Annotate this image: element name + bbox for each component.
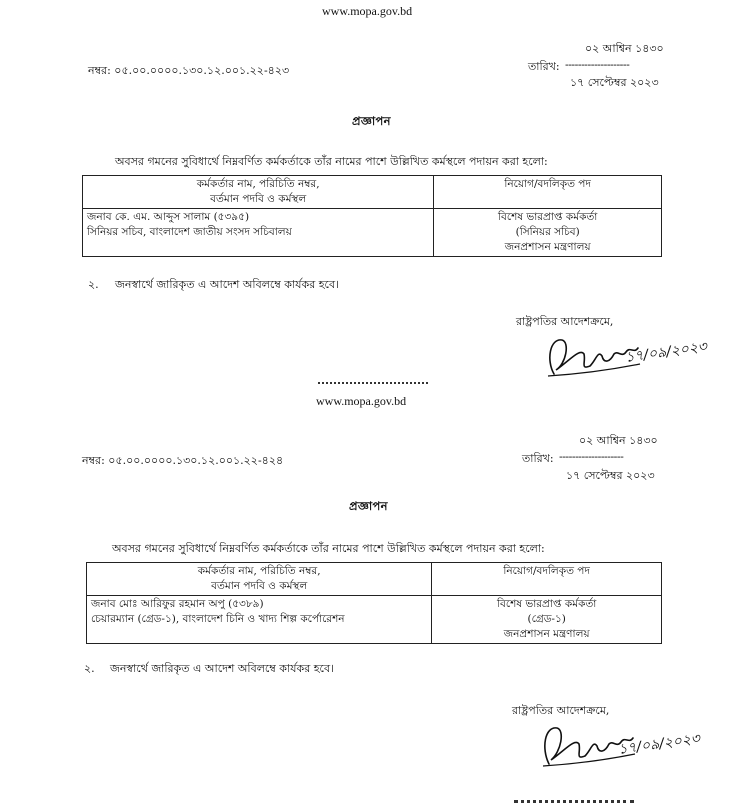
document-title: প্রজ্ঞাপন xyxy=(352,114,391,128)
table-header-row xyxy=(83,176,662,209)
intro-text: অবসর গমনের সুবিধার্থে নিম্নবর্ণিত কর্মকর্তাকে তাঁর নামের পাশে উল্লিখিত কর্মস্থলে পদায়ন করা হলো: xyxy=(115,155,548,168)
posting-cell xyxy=(432,596,662,644)
officer-position: চেয়ারম্যান (গ্রেড-১), বাংলাদেশ চিনি ও খাদ্য শিল্প কর্পোরেশন xyxy=(91,613,345,625)
officer-cell xyxy=(87,596,432,644)
date-placeholder: -------------------- xyxy=(565,58,630,71)
table-row xyxy=(87,596,662,644)
paragraph-number: ২. xyxy=(84,662,95,675)
paragraph-text: জনস্বার্থে জারিকৃত এ আদেশ অবিলম্বে কার্যকর হবে। xyxy=(115,278,340,291)
table-header-row xyxy=(87,563,662,596)
header-officer-cell xyxy=(87,563,432,596)
assignment-table xyxy=(86,562,662,644)
officer-name: জনাব কে. এম. আব্দুস সালাম (৫৩৯৫) xyxy=(87,211,250,223)
signature-2 xyxy=(535,718,710,774)
order-line: রাষ্ট্রপতির আদেশক্রমে, xyxy=(516,315,614,328)
date-label: তারিখ: xyxy=(522,452,554,465)
header-posting: নিয়োগ/বদলিকৃত পদ xyxy=(503,565,590,577)
posting-cell xyxy=(434,209,662,257)
posting-grade: (সিনিয়র সচিব) xyxy=(515,226,580,238)
posting-title: বিশেষ ভারপ্রাপ্ত কর্মকর্তা xyxy=(498,211,598,223)
date-gregorian: ১৭ সেপ্টেম্বর ২০২৩ xyxy=(570,76,659,89)
posting-ministry: জনপ্রশাসন মন্ত্রণালয় xyxy=(504,241,591,253)
officer-position: সিনিয়র সচিব, বাংলাদেশ জাতীয় সংসদ সচিবালয় xyxy=(87,226,292,238)
website-url[interactable]: www.mopa.gov.bd xyxy=(322,4,413,18)
officer-cell xyxy=(83,209,434,257)
memo-number: নম্বর: ০৫.০০.০০০০.১৩০.১২.০০১.২২-৪২৩ xyxy=(88,64,290,77)
header-posting: নিয়োগ/বদলিকৃত পদ xyxy=(504,178,591,190)
header-posting-cell xyxy=(432,563,662,596)
paragraph-number: ২. xyxy=(88,278,99,291)
header-officer-line2: বর্তমান পদবি ও কর্মস্থল xyxy=(211,580,308,592)
memo-number: নম্বর: ০৫.০০.০০০০.১৩০.১২.০০১.২২-৪২৪ xyxy=(82,454,284,467)
cropped-name-remnant xyxy=(514,798,634,804)
header-officer-line1: কর্মকর্তার নাম, পরিচিতি নম্বর, xyxy=(196,178,320,190)
date-bangla: ০২ আশ্বিন ১৪৩০ xyxy=(585,42,664,55)
assignment-table xyxy=(82,175,662,257)
website-url[interactable]: www.mopa.gov.bd xyxy=(316,394,407,408)
order-line: রাষ্ট্রপতির আদেশক্রমে, xyxy=(512,704,610,717)
signature-date: ১৭/০৯/২০২৩ xyxy=(624,338,708,366)
header-officer-line1: কর্মকর্তার নাম, পরিচিতি নম্বর, xyxy=(197,565,321,577)
intro-text: অবসর গমনের সুবিধার্থে নিম্নবর্ণিত কর্মকর্তাকে তাঁর নামের পাশে উল্লিখিত কর্মস্থলে পদায়ন করা হলো: xyxy=(112,542,545,555)
cropped-text-remnant xyxy=(318,382,428,386)
officer-name: জনাব মোঃ আরিফুর রহমান অপু (৫৩৮৯) xyxy=(91,598,264,610)
posting-ministry: জনপ্রশাসন মন্ত্রণালয় xyxy=(503,628,590,640)
paragraph-text: জনস্বার্থে জারিকৃত এ আদেশ অবিলম্বে কার্যকর হবে। xyxy=(110,662,335,675)
header-posting-cell xyxy=(434,176,662,209)
signature-date: ১৭/০৯/২০২৩ xyxy=(617,730,701,758)
posting-title: বিশেষ ভারপ্রাপ্ত কর্মকর্তা xyxy=(497,598,597,610)
date-label: তারিখ: xyxy=(528,60,560,73)
posting-grade: (গ্রেড-১) xyxy=(527,613,566,625)
date-gregorian: ১৭ সেপ্টেম্বর ২০২৩ xyxy=(566,469,655,482)
date-placeholder: -------------------- xyxy=(559,450,624,463)
header-officer-line2: বর্তমান পদবি ও কর্মস্থল xyxy=(210,193,307,205)
header-officer-cell xyxy=(83,176,434,209)
table-row xyxy=(83,209,662,257)
document-title: প্রজ্ঞাপন xyxy=(349,499,388,513)
signature-1 xyxy=(540,330,710,382)
date-bangla: ০২ আশ্বিন ১৪৩০ xyxy=(579,434,658,447)
